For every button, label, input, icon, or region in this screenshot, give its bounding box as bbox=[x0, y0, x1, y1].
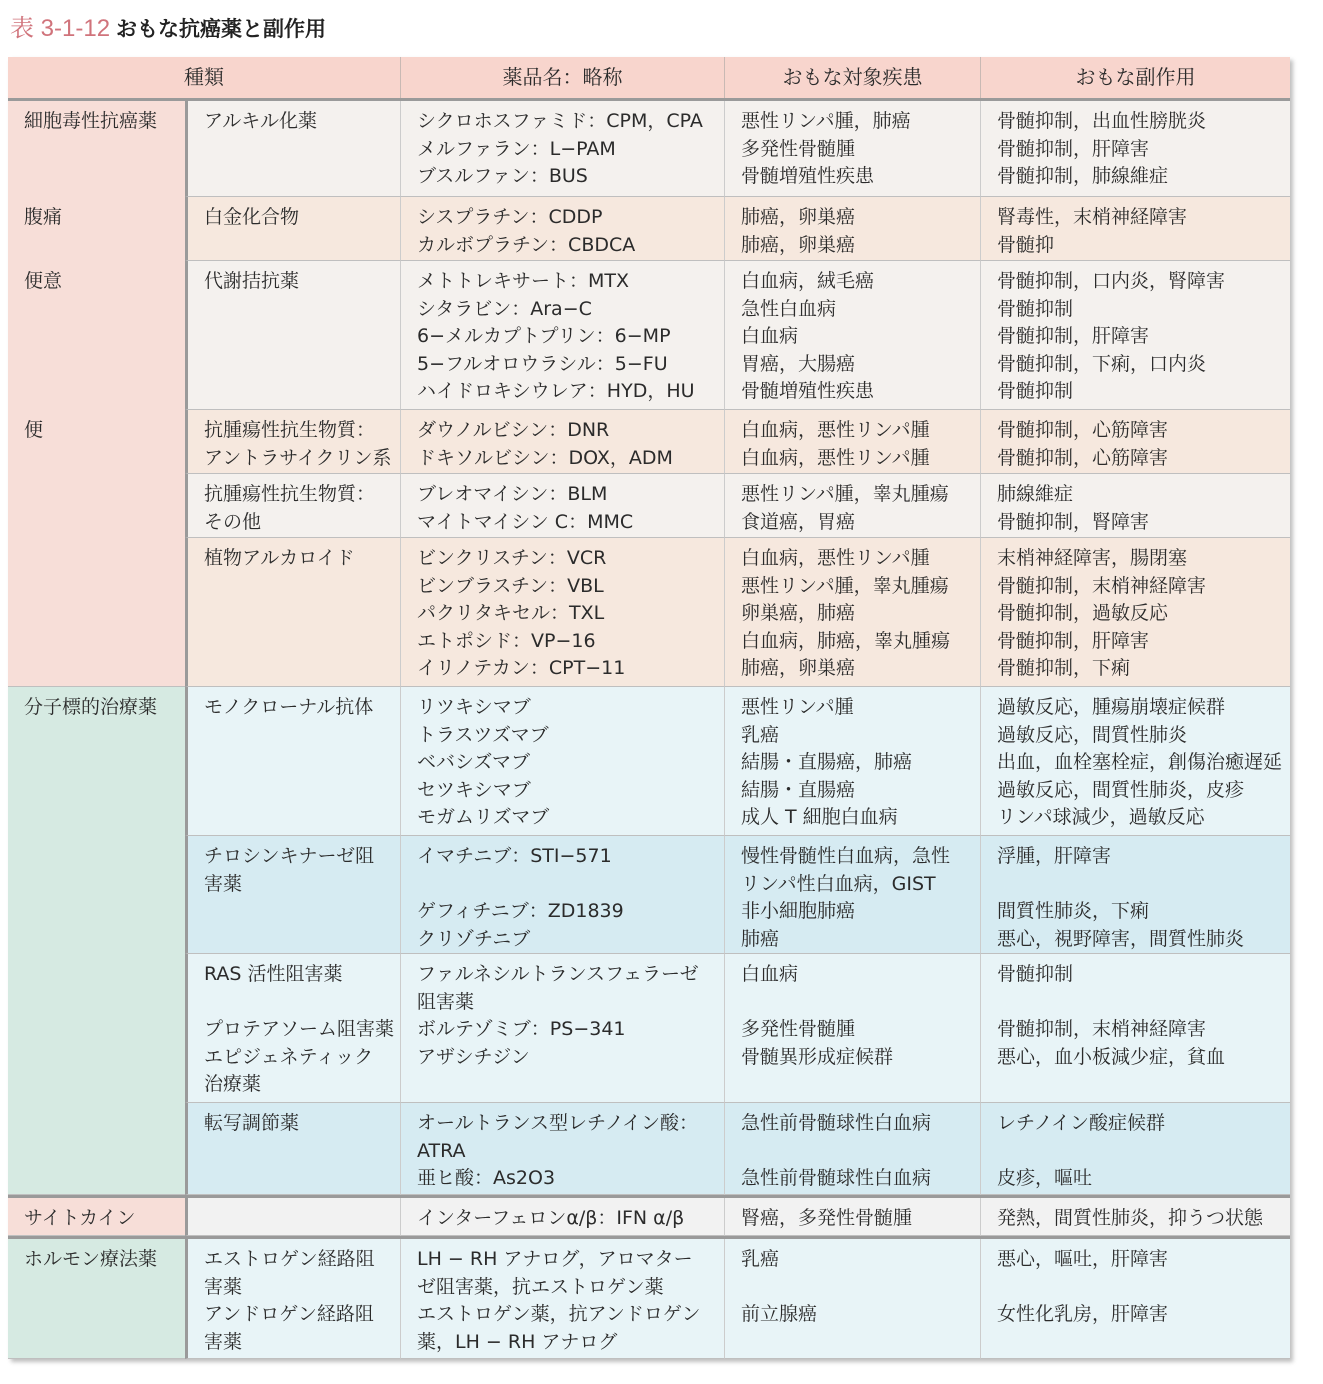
category-cell: ホルモン療法薬 bbox=[8, 1239, 185, 1359]
effect-cell bbox=[980, 687, 1290, 836]
cell-line: 悪性リンパ腫，睾丸腫瘍 bbox=[741, 483, 949, 505]
drug-cell bbox=[400, 474, 724, 538]
type-cell bbox=[185, 474, 400, 538]
drug-cell bbox=[400, 410, 724, 474]
cell-line: 骨髄異形成症候群 bbox=[741, 1045, 894, 1068]
cell-line: 急性前骨髄球性白血病 bbox=[741, 1167, 932, 1190]
cell-line: 過敏反応，腫瘍崩壊症候群 bbox=[997, 696, 1226, 718]
table-caption: おもな抗癌薬と副作用 bbox=[116, 17, 327, 41]
cell-line: 骨髄抑制，口内炎，腎障害 bbox=[997, 270, 1226, 292]
cell-line: 乳癌 bbox=[741, 723, 780, 746]
cell-line: 悪性リンパ腫，肺癌 bbox=[741, 110, 911, 132]
table-row bbox=[8, 474, 1290, 538]
cell-line: 末梢神経障害，腸閉塞 bbox=[997, 547, 1188, 569]
type-cell bbox=[185, 197, 400, 261]
cell-line: 間質性肺炎，下痢 bbox=[997, 900, 1150, 923]
cell-line: オールトランス型レチノイン酸： bbox=[417, 1112, 699, 1134]
cell-line: 骨髄増殖性疾患 bbox=[741, 165, 875, 188]
cell-line: 骨髄抑制，肺線維症 bbox=[997, 165, 1169, 188]
effect-cell bbox=[980, 1103, 1290, 1195]
disease-cell bbox=[724, 538, 980, 687]
cell-line: エピジェネティック bbox=[204, 1045, 374, 1068]
cell-line: 骨髄抑 bbox=[997, 233, 1055, 256]
table-row bbox=[8, 538, 1290, 687]
cell-line: トラスツズマブ bbox=[417, 723, 549, 746]
table-row bbox=[8, 1103, 1290, 1195]
category-cell: 便意 bbox=[8, 261, 185, 410]
cell-line: シタラビン：Ara−C bbox=[417, 297, 592, 320]
effect-cell bbox=[980, 1198, 1290, 1236]
disease-cell bbox=[724, 836, 980, 954]
effect-cell bbox=[980, 1239, 1290, 1359]
category-cell bbox=[8, 474, 185, 538]
cell-line: 肺癌，卵巣癌 bbox=[741, 657, 856, 680]
cell-line: 肺線維症 bbox=[997, 483, 1074, 505]
table-row bbox=[8, 687, 1290, 836]
cell-line: 白血病，悪性リンパ腫 bbox=[741, 419, 930, 441]
cell-line: モノクローナル抗体 bbox=[204, 696, 374, 718]
table-row bbox=[8, 197, 1290, 261]
table-row bbox=[8, 1195, 1290, 1236]
drug-cell bbox=[400, 1239, 724, 1359]
cell-line: 悪性リンパ腫 bbox=[741, 696, 854, 718]
drug-cell bbox=[400, 101, 724, 197]
disease-cell bbox=[724, 197, 980, 261]
drug-cell bbox=[400, 836, 724, 954]
drug-table bbox=[8, 57, 1290, 1359]
cell-line: ATRA bbox=[417, 1139, 466, 1162]
cell-line: ボルテゾミブ：PS−341 bbox=[417, 1018, 626, 1041]
drug-cell bbox=[400, 538, 724, 687]
cell-line: 多発性骨髄腫 bbox=[741, 1018, 856, 1041]
cell-line: ベバシズマブ bbox=[417, 751, 531, 774]
cell-line: 結腸・直腸癌 bbox=[741, 778, 856, 801]
cell-line: 腎癌，多発性骨髄腫 bbox=[741, 1207, 913, 1229]
cell-line: 白血病，絨毛癌 bbox=[741, 270, 875, 292]
cell-line: 卵巣癌，肺癌 bbox=[741, 602, 856, 625]
disease-cell bbox=[724, 101, 980, 197]
cell-line: 白金化合物 bbox=[204, 206, 300, 228]
cell-line: イマチニブ：STI−571 bbox=[417, 845, 612, 867]
effect-cell bbox=[980, 954, 1290, 1103]
cell-line: セツキシマブ bbox=[417, 778, 531, 801]
category-cell bbox=[8, 538, 185, 687]
cell-line: メトトレキサート：MTX bbox=[417, 270, 630, 292]
table-header-row bbox=[8, 57, 1290, 101]
cell-line: 亜ヒ酸：As2O3 bbox=[417, 1167, 556, 1190]
cell-line: ドキソルビシン：DOX，ADM bbox=[417, 446, 673, 469]
cell-line: 5−フルオロウラシル：5−FU bbox=[417, 352, 668, 375]
cell-line bbox=[741, 1274, 972, 1302]
table-row bbox=[8, 410, 1290, 474]
cell-line bbox=[741, 989, 972, 1017]
cell-line bbox=[997, 989, 1282, 1017]
cell-line: ブレオマイシン：BLM bbox=[417, 483, 608, 505]
cell-line: 骨髄抑制，腎障害 bbox=[997, 510, 1150, 533]
type-cell bbox=[185, 410, 400, 474]
table-title bbox=[10, 8, 326, 44]
cell-line: シクロホスファミド：CPM，CPA bbox=[417, 110, 703, 132]
cell-line: リツキシマブ bbox=[417, 696, 531, 718]
cell-line: 害薬 bbox=[204, 1330, 243, 1353]
header-drug: 薬品名：略称 bbox=[400, 57, 724, 98]
cell-line: 肺癌 bbox=[741, 927, 780, 950]
effect-cell bbox=[980, 410, 1290, 474]
category-cell: 細胞毒性抗癌薬 bbox=[8, 101, 185, 197]
cell-line: 骨髄抑制，過敏反応 bbox=[997, 602, 1169, 625]
cell-line: 骨髄抑制，末梢神経障害 bbox=[997, 574, 1207, 597]
cell-line: 非小細胞肺癌 bbox=[741, 900, 856, 923]
table-row bbox=[8, 954, 1290, 1103]
cell-line: 6−メルカプトプリン：6−MP bbox=[417, 325, 671, 348]
cell-line: 抗腫瘍性抗生物質： bbox=[204, 483, 376, 505]
disease-cell bbox=[724, 954, 980, 1103]
cell-line: メルファラン：L−PAM bbox=[417, 137, 616, 160]
cell-line: 肺癌，卵巣癌 bbox=[741, 206, 856, 228]
effect-cell bbox=[980, 197, 1290, 261]
cell-line: 骨髄抑制，肝障害 bbox=[997, 325, 1150, 348]
cell-line: 白血病，肺癌，睾丸腫瘍 bbox=[741, 629, 951, 652]
drug-cell bbox=[400, 1103, 724, 1195]
cell-line: ゼ阻害薬，抗エストロゲン薬 bbox=[417, 1275, 664, 1298]
header-disease: おもな対象疾患 bbox=[724, 57, 980, 98]
cell-line: プロテアソーム阻害薬 bbox=[204, 1018, 395, 1041]
cell-line: 白血病，悪性リンパ腫 bbox=[741, 547, 930, 569]
cell-line: 悪性リンパ腫，睾丸腫瘍 bbox=[741, 574, 949, 597]
type-cell bbox=[185, 261, 400, 410]
cell-line: 胃癌，大腸癌 bbox=[741, 352, 856, 375]
cell-line: 過敏反応，間質性肺炎，皮疹 bbox=[997, 778, 1245, 801]
cell-line: 骨髄抑制，肝障害 bbox=[997, 137, 1150, 160]
cell-line: RAS 活性阻害薬 bbox=[204, 963, 343, 985]
cell-line: ダウノルビシン：DNR bbox=[417, 419, 610, 441]
disease-cell bbox=[724, 261, 980, 410]
cell-line: 悪心，視野障害，間質性肺炎 bbox=[997, 927, 1245, 950]
cell-line: クリゾチニブ bbox=[417, 927, 531, 950]
disease-cell bbox=[724, 1239, 980, 1359]
table-row bbox=[8, 1236, 1290, 1359]
type-cell bbox=[185, 954, 400, 1103]
cell-line: 腎毒性，末梢神経障害 bbox=[997, 206, 1188, 228]
cell-line: 悪心，嘔吐，肝障害 bbox=[997, 1248, 1169, 1270]
cell-line: 肺癌，卵巣癌 bbox=[741, 233, 856, 256]
cell-line: 害薬 bbox=[204, 1275, 243, 1298]
disease-cell bbox=[724, 1198, 980, 1236]
type-cell bbox=[185, 1239, 400, 1359]
disease-cell bbox=[724, 687, 980, 836]
disease-cell bbox=[724, 474, 980, 538]
cell-line bbox=[204, 989, 392, 1017]
cell-line: 薬，LH − RH アナログ bbox=[417, 1330, 618, 1353]
cell-line bbox=[997, 871, 1282, 899]
drug-cell bbox=[400, 197, 724, 261]
cell-line: ゲフィチニブ：ZD1839 bbox=[417, 900, 624, 923]
cell-line: 結腸・直腸癌，肺癌 bbox=[741, 751, 913, 774]
effect-cell bbox=[980, 836, 1290, 954]
cell-line: 骨髄抑制 bbox=[997, 963, 1074, 985]
cell-line: リンパ性白血病，GIST bbox=[741, 872, 936, 895]
cell-line: リンパ球減少，過敏反応 bbox=[997, 806, 1205, 829]
cell-line: 急性白血病 bbox=[741, 297, 837, 320]
effect-cell bbox=[980, 261, 1290, 410]
type-cell bbox=[185, 687, 400, 836]
disease-cell bbox=[724, 410, 980, 474]
category-cell: 腹痛 bbox=[8, 197, 185, 261]
cell-line: モガムリズマブ bbox=[417, 806, 550, 829]
cell-line: 転写調節薬 bbox=[204, 1112, 300, 1134]
table-body bbox=[8, 101, 1290, 1359]
disease-cell bbox=[724, 1103, 980, 1195]
cell-line: 骨髄抑制 bbox=[997, 297, 1074, 320]
cell-line bbox=[204, 1205, 392, 1233]
cell-line: 食道癌，胃癌 bbox=[741, 510, 856, 533]
cell-line: パクリタキセル：TXL bbox=[417, 602, 605, 625]
cell-line: 乳癌 bbox=[741, 1248, 780, 1270]
cell-line: 骨髄抑制，末梢神経障害 bbox=[997, 1018, 1207, 1041]
type-cell bbox=[185, 1198, 400, 1236]
category-cell bbox=[8, 836, 185, 954]
cell-line: ビンブラスチン：VBL bbox=[417, 574, 604, 597]
category-cell bbox=[8, 1103, 185, 1195]
cell-line: 骨髄抑制，下痢，口内炎 bbox=[997, 352, 1207, 375]
category-cell bbox=[8, 954, 185, 1103]
cell-line: 女性化乳房，肝障害 bbox=[997, 1303, 1169, 1326]
type-cell bbox=[185, 1103, 400, 1195]
cell-line: 骨髄抑制，出血性膀胱炎 bbox=[997, 110, 1207, 132]
cell-line: ビンクリスチン：VCR bbox=[417, 547, 607, 569]
cell-line: 骨髄抑制，下痢 bbox=[997, 657, 1131, 680]
type-cell bbox=[185, 836, 400, 954]
cell-line: マイトマイシン C：MMC bbox=[417, 510, 634, 533]
table-row bbox=[8, 101, 1290, 197]
category-cell: 便 bbox=[8, 410, 185, 474]
table-row bbox=[8, 836, 1290, 954]
cell-line: 出血，血栓塞栓症，創傷治癒遅延 bbox=[997, 751, 1283, 774]
category-cell: 分子標的治療薬 bbox=[8, 687, 185, 836]
cell-line: ファルネシルトランスフェラーゼ bbox=[417, 963, 699, 985]
cell-line: 害薬 bbox=[204, 872, 243, 895]
table-number: 表 3-1-12 bbox=[10, 15, 111, 42]
type-cell bbox=[185, 538, 400, 687]
drug-cell bbox=[400, 687, 724, 836]
cell-line: 骨髄増殖性疾患 bbox=[741, 380, 875, 403]
cell-line: 植物アルカロイド bbox=[204, 547, 355, 569]
cell-line: その他 bbox=[204, 510, 262, 533]
cell-line: 急性前骨髄球性白血病 bbox=[741, 1112, 932, 1134]
effect-cell bbox=[980, 101, 1290, 197]
cell-line: アルキル化薬 bbox=[204, 110, 318, 132]
cell-line: 白血病，悪性リンパ腫 bbox=[741, 446, 930, 469]
cell-line: インターフェロンα/β：IFN α/β bbox=[417, 1207, 685, 1229]
cell-line bbox=[997, 1274, 1282, 1302]
cell-line: エストロゲン薬，抗アンドロゲン bbox=[417, 1303, 701, 1326]
cell-line: シスプラチン：CDDP bbox=[417, 206, 603, 228]
cell-line: 治療薬 bbox=[204, 1073, 262, 1096]
cell-line: 成人 T 細胞白血病 bbox=[741, 806, 898, 829]
cell-line: イリノテカン：CPT−11 bbox=[417, 657, 626, 680]
cell-line: 阻害薬 bbox=[417, 990, 475, 1013]
cell-line: ブスルファン：BUS bbox=[417, 165, 588, 188]
cell-line: チロシンキナーゼ阻 bbox=[204, 845, 375, 867]
cell-line: アンドロゲン経路阻 bbox=[204, 1303, 374, 1326]
cell-line: 骨髄抑制，心筋障害 bbox=[997, 419, 1169, 441]
cell-line: LH − RH アナログ，アロマター bbox=[417, 1248, 693, 1270]
category-cell: サイトカイン bbox=[8, 1198, 185, 1236]
cell-line: 骨髄抑制，心筋障害 bbox=[997, 446, 1169, 469]
cell-line bbox=[417, 871, 716, 899]
drug-cell bbox=[400, 261, 724, 410]
cell-line: 悪心，血小板減少症，貧血 bbox=[997, 1045, 1226, 1068]
cell-line: アントラサイクリン系 bbox=[204, 446, 392, 469]
cell-line: ハイドロキシウレア：HYD，HU bbox=[417, 380, 695, 403]
drug-cell bbox=[400, 1198, 724, 1236]
cell-line: 骨髄抑制 bbox=[997, 380, 1074, 403]
header-effect: おもな副作用 bbox=[980, 57, 1290, 98]
cell-line: 前立腺癌 bbox=[741, 1303, 818, 1326]
cell-line: アザシチジン bbox=[417, 1045, 530, 1068]
cell-line: 過敏反応，間質性肺炎 bbox=[997, 723, 1188, 746]
cell-line bbox=[997, 1138, 1282, 1166]
cell-line: 代謝拮抗薬 bbox=[204, 270, 300, 292]
cell-line: 慢性骨髄性白血病，急性 bbox=[741, 845, 951, 867]
cell-line: 多発性骨髄腫 bbox=[741, 137, 856, 160]
cell-line: カルボプラチン：CBDCA bbox=[417, 233, 636, 256]
cell-line: レチノイン酸症候群 bbox=[997, 1112, 1165, 1134]
cell-line: 浮腫，肝障害 bbox=[997, 845, 1112, 867]
cell-line: 抗腫瘍性抗生物質： bbox=[204, 419, 376, 441]
type-cell bbox=[185, 101, 400, 197]
effect-cell bbox=[980, 474, 1290, 538]
cell-line: 白血病 bbox=[741, 325, 799, 348]
cell-line: エトポシド：VP−16 bbox=[417, 629, 596, 652]
cell-line: 発熱，間質性肺炎，抑うつ状態 bbox=[997, 1207, 1264, 1229]
cell-line bbox=[741, 1138, 972, 1166]
effect-cell bbox=[980, 538, 1290, 687]
cell-line: 骨髄抑制，肝障害 bbox=[997, 629, 1150, 652]
table-row bbox=[8, 261, 1290, 410]
cell-line: 皮疹，嘔吐 bbox=[997, 1167, 1093, 1190]
drug-cell bbox=[400, 954, 724, 1103]
cell-line: エストロゲン経路阻 bbox=[204, 1248, 375, 1270]
cell-line: 白血病 bbox=[741, 963, 799, 985]
header-type: 種類 bbox=[8, 57, 400, 98]
